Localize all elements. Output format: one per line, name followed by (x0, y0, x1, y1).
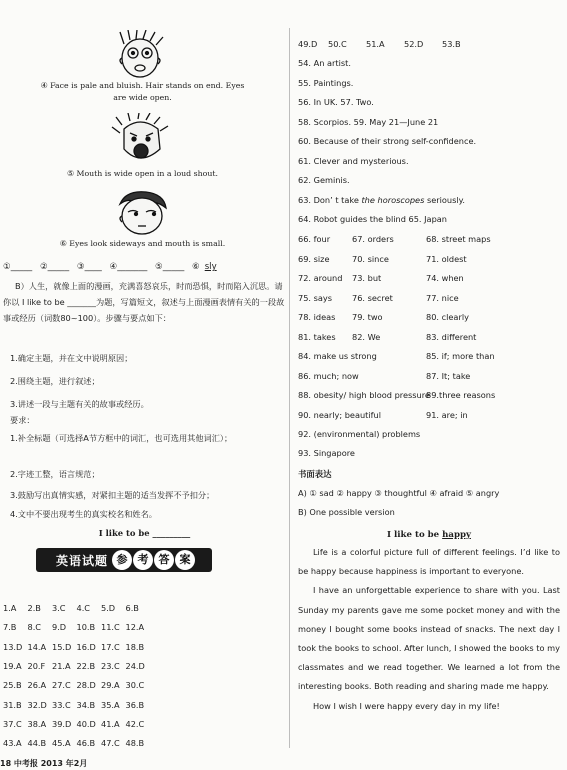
answer-cell: 83. different (426, 331, 477, 342)
answer-cell: 66. four (298, 234, 331, 244)
answer-cell: 76. secret (352, 292, 393, 303)
answer-cell: 33.C (52, 699, 71, 710)
answer-cell: 91. are; in (426, 409, 468, 420)
answer-cell: 43.A (3, 738, 22, 749)
answer-cell: 34.B (76, 699, 96, 710)
answer-cell: 75. says (298, 292, 333, 303)
answer-cell: 70. since (352, 253, 389, 264)
story-text (298, 543, 560, 716)
answer-cell: 82. We (352, 331, 381, 342)
part-b-intro: B）人生，就像上面的漫画，充满喜怒哀乐，时而恐惧，时而陷入沉思。请你以 I like to be _______为题，写篇短文，叙述与上面漫画表情有关的一段故事或经历（词数80~100）。步骤与要点如下： (3, 281, 285, 323)
answer-grid-row (3, 680, 150, 690)
answer-cell: 69. size (298, 253, 330, 264)
answer-93: 93. Singapore (298, 448, 355, 458)
answer-item: 52.D (404, 39, 424, 49)
figure-5-caption: ⑤ Mouth is wide open in a loud shout. (67, 169, 218, 178)
answer-cell: 11.C (101, 622, 120, 633)
story-title-word: happy (442, 530, 471, 540)
figure-6-caption: ⑥ Eyes look sideways and mouth is small. (59, 239, 226, 248)
requirement-4: 4.文中不要出现考生的真实校名和姓名。 (10, 509, 157, 519)
answer-cell: 23.C (101, 660, 120, 671)
answer-cell: 40.D (76, 718, 96, 729)
banner-char-2: 考 (133, 550, 153, 570)
answer-cell: 85. if; more than (426, 351, 495, 361)
answer-cell: 80. clearly (426, 312, 469, 322)
blank-6-answer: sly (204, 262, 217, 272)
answer-cell: 32.D (27, 699, 47, 710)
answer-grid-row (3, 661, 150, 671)
answer-grid-row (3, 603, 150, 613)
answer-cell: 14.A (27, 641, 47, 652)
blank-2: ②_____ (39, 262, 70, 272)
step-1: 1.确定主题，并在文中说明原因； (10, 353, 133, 363)
answer-cell: 35.A (101, 699, 120, 710)
answer-cell: 88. obesity/ high blood pressure (298, 390, 430, 400)
writing-part-a: A) ① sad ② happy ③ thoughtful ④ afraid ⑤ angry (298, 488, 500, 498)
answer-pair-row (298, 370, 470, 382)
blank-3: ③____ (76, 262, 102, 272)
blank-answers-line (3, 262, 283, 272)
answer-cell: 26.A (27, 680, 47, 691)
answers-49-53 (298, 38, 461, 50)
answer-cell: 10.B (76, 622, 96, 633)
answer-line: 56. In UK. 57. Two. (298, 97, 374, 107)
answer-cell: 38.A (27, 718, 47, 729)
writing-part-b: B) One possible version (298, 507, 395, 517)
answer-grid-row (3, 622, 150, 632)
answer-63-emphasis: the horoscopes (361, 195, 425, 205)
answer-cell: 7.B (3, 622, 17, 633)
answer-table-row (298, 272, 506, 284)
answer-cell: 79. two (352, 312, 383, 322)
answer-cell: 3.C (52, 603, 66, 613)
answer-pair-row (298, 409, 468, 421)
answer-pair-row (298, 350, 495, 362)
banner-title: 英语试题 (55, 553, 108, 568)
sly-face-illustration (106, 190, 178, 238)
step-2: 2.围绕主题，进行叙述； (10, 376, 100, 386)
answer-line: 62. Geminis. (298, 175, 350, 185)
answer-cell: 24.D (125, 660, 145, 671)
blank-4: ④_______ (109, 262, 148, 272)
answer-cell: 37.C (3, 718, 22, 729)
answer-table-row (298, 331, 506, 343)
answer-cell: 42.C (125, 718, 145, 729)
answer-grid-row (3, 642, 150, 652)
answer-cell: 78. ideas (298, 312, 336, 322)
answer-cell: 8.C (27, 622, 42, 633)
column-divider (289, 28, 290, 748)
blank-5: ⑤_____ (155, 262, 185, 272)
answer-92: 92. (environmental) problems (298, 429, 421, 439)
answer-item: 49.D (298, 39, 318, 49)
requirement-3: 3.鼓励写出真情实感，对紧扣主题的适当发挥不予扣分； (10, 490, 215, 500)
answer-cell: 27.C (52, 680, 71, 691)
answer-cell: 44.B (27, 738, 47, 749)
story-title-prefix: I like to be (387, 530, 443, 540)
answer-cell: 20.F (27, 660, 46, 671)
answer-cell: 68. street maps (426, 234, 491, 244)
step-3: 3.讲述一段与主题有关的故事或经历。 (10, 399, 149, 409)
answer-cell: 30.C (125, 680, 145, 691)
requirement-2: 2.字迹工整，语言规范； (10, 469, 100, 479)
answer-cell: 12.A (125, 622, 145, 633)
shouting-face-illustration (106, 113, 178, 167)
answer-cell: 41.A (101, 718, 120, 729)
figure-4-caption: ④ Face is pale and bluish. Hair stands on end. Eyes are wide open. (40, 81, 245, 102)
answer-cell: 2.B (27, 603, 41, 613)
answer-cell: 67. orders (352, 234, 394, 244)
banner-char-3: 答 (154, 550, 174, 570)
pale-face-illustration (106, 30, 178, 82)
banner-char-1: 参 (112, 550, 132, 570)
answer-cell: 25.B (3, 680, 22, 691)
answer-table-row (298, 311, 506, 323)
answer-grid-row (3, 719, 150, 729)
right-column (298, 0, 560, 770)
answer-cell: 81. takes (298, 331, 336, 342)
answer-cell: 19.A (3, 660, 22, 671)
answer-cell: 1.A (3, 603, 17, 613)
answer-cell: 77. nice (426, 292, 459, 303)
answer-cell: 6.B (125, 603, 139, 613)
requirements-label: 要求： (10, 415, 35, 425)
answer-line: 54. An artist. (298, 58, 351, 68)
banner-char-4: 案 (175, 550, 195, 570)
answer-cell: 28.D (76, 680, 96, 691)
answer-cell: 72. around (298, 273, 343, 283)
blank-6: ⑥ (191, 262, 200, 272)
answer-63 (298, 194, 465, 206)
answer-cell: 90. nearly; beautiful (298, 409, 381, 420)
answer-cell: 45.A (52, 738, 71, 749)
answer-grid-row (3, 700, 150, 710)
story-paragraph: How I wish I were happy every day in my life! (313, 700, 500, 711)
answer-line: 60. Because of their strong self-confidence. (298, 136, 477, 146)
answer-cell: 22.B (76, 660, 96, 671)
answer-cell: 15.D (52, 641, 72, 652)
answer-cell: 21.A (52, 660, 71, 671)
answer-cell: 17.C (101, 641, 120, 652)
answer-cell: 36.B (125, 699, 145, 710)
answer-item: 50.C (328, 39, 347, 49)
answer-cell: 47.C (101, 738, 120, 749)
answer-cell: 31.B (3, 699, 22, 710)
blank-1: ①_____ (3, 262, 33, 272)
answer-cell: 4.C (76, 603, 91, 613)
answer-item: 53.B (442, 39, 461, 49)
answer-item: 51.A (366, 39, 385, 49)
answer-cell: 84. make us strong (298, 351, 377, 361)
requirement-1: 1.补全标题（可选择A节方框中的词汇，也可选用其他词汇）； (10, 433, 233, 443)
answer-63-post: seriously. (424, 195, 465, 205)
story-title (298, 530, 560, 540)
answer-cell: 13.D (3, 641, 23, 652)
answer-cell: 86. much; now (298, 370, 359, 381)
answer-cell: 89.three reasons (426, 390, 496, 400)
page-footer: 18 中考报 2013 年2月 (0, 759, 88, 768)
answer-pair-row (298, 389, 495, 401)
answer-line: 61. Clever and mysterious. (298, 156, 409, 166)
answer-line: 64. Robot guides the blind 65. Japan (298, 214, 447, 224)
essay-title: I like to be _________ (98, 528, 191, 538)
answer-cell: 73. but (352, 273, 382, 283)
answer-table-row (298, 292, 506, 304)
writing-heading: 书面表达 (298, 469, 332, 479)
answer-cell: 5.D (101, 603, 116, 613)
answer-cell: 74. when (426, 273, 464, 283)
answer-table-row (298, 233, 506, 245)
answer-cell: 18.B (125, 641, 145, 652)
answer-cell: 29.A (101, 680, 120, 691)
answer-cell: 39.D (52, 718, 72, 729)
answer-grid-row (3, 738, 150, 748)
answer-line: 58. Scorpios. 59. May 21—June 21 (298, 117, 439, 127)
answer-cell: 46.B (76, 738, 96, 749)
answer-cell: 48.B (125, 738, 145, 749)
story-paragraph: I have an unforgettable experience to share with you. Last Sunday my parents gave me some pocket money and with the money I bought some books instead of snacks. The next day I took the books to school. After lunch, I showed the books to my classmates and we read together. We learned a lot from the interesting books. Both reading and sharing made me happy. (298, 585, 560, 692)
answer-cell: 87. It; take (426, 370, 471, 381)
answer-cell: 16.D (76, 641, 96, 652)
answer-63-pre: 63. Don’ t take (298, 195, 362, 205)
answer-key-banner (36, 548, 212, 572)
answer-table-row (298, 253, 506, 265)
answer-cell: 71. oldest (426, 253, 467, 264)
answer-line: 55. Paintings. (298, 78, 354, 88)
answer-cell: 9.D (52, 622, 67, 633)
story-paragraph: Life is a colorful picture full of different feelings. I’d like to be happy because happiness is important to everyone. (298, 547, 560, 577)
